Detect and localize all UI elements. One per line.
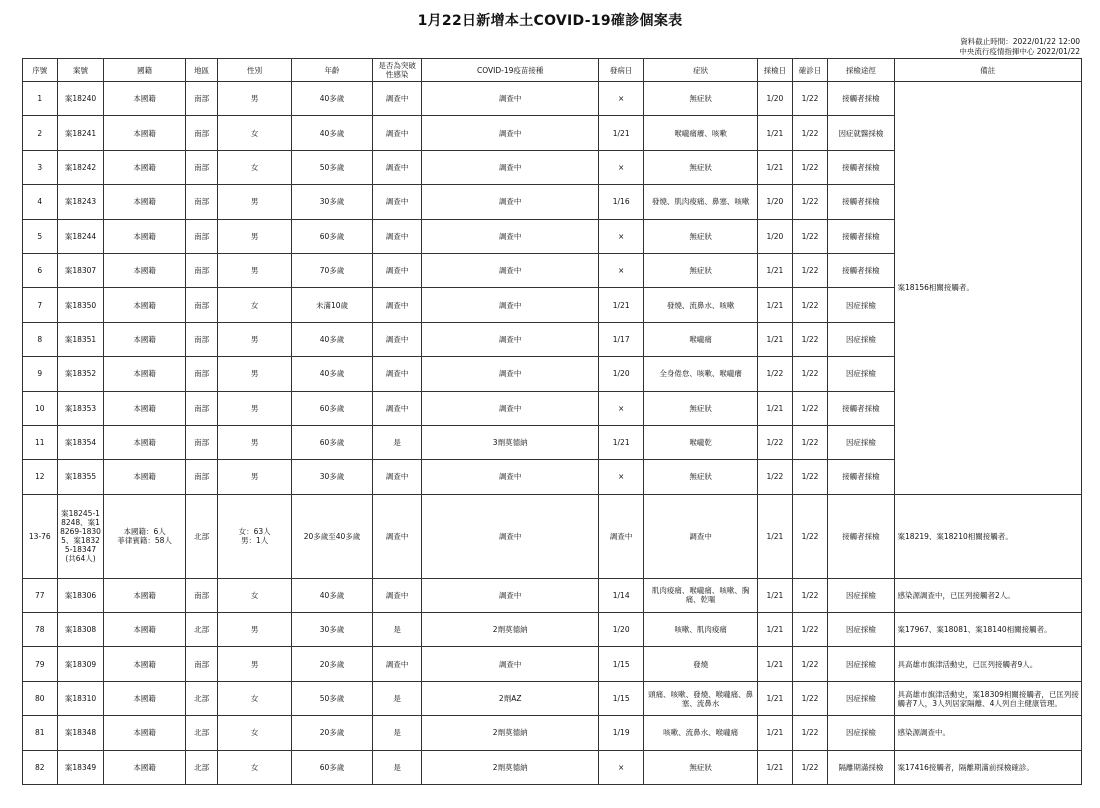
- cell-route: 因症採檢: [828, 288, 894, 322]
- cell-vaccine: 2劑莫德納: [422, 716, 599, 750]
- cell-sex: 男: [218, 647, 291, 681]
- report-meta: [959, 37, 1080, 57]
- cell-age: 60多歲: [291, 219, 372, 253]
- cell-nationality: 本國籍: [104, 150, 185, 184]
- cell-sex: 女: [218, 716, 291, 750]
- cell-sex: 女: [218, 116, 291, 150]
- cell-route: 隔離期滿採檢: [828, 750, 894, 784]
- page-title: 1月22日新增本土COVID-19確診個案表: [417, 13, 683, 29]
- cell-vaccine: 調查中: [422, 116, 599, 150]
- cell-region: 南部: [185, 357, 218, 391]
- cell-onset-date: 1/15: [599, 681, 644, 715]
- table-row: [23, 578, 1082, 612]
- cell-route: 接觸者採檢: [828, 219, 894, 253]
- cell-onset-date: ×: [599, 150, 644, 184]
- cell-route: 接觸者採檢: [828, 391, 894, 425]
- table-row: [23, 613, 1082, 647]
- cell-route: 因症採檢: [828, 357, 894, 391]
- cell-onset-date: ×: [599, 82, 644, 116]
- cell-onset-date: ×: [599, 219, 644, 253]
- cell-route: 接觸者採檢: [828, 82, 894, 116]
- cell-confirm-date: 1/22: [792, 357, 828, 391]
- cell-confirm-date: 1/22: [792, 425, 828, 459]
- cell-seq: 4: [23, 185, 58, 219]
- cell-sex: 女: [218, 150, 291, 184]
- cell-confirm-date: 1/22: [792, 460, 828, 494]
- cell-case-number: 案18240: [57, 82, 104, 116]
- table-row: [23, 716, 1082, 750]
- cell-breakthrough: 調查中: [373, 357, 422, 391]
- cell-symptom: 喉嚨痛癢、咳嗽: [644, 116, 758, 150]
- cell-vaccine: 2劑莫德納: [422, 750, 599, 784]
- cell-breakthrough: 調查中: [373, 82, 422, 116]
- cell-breakthrough: 調查中: [373, 578, 422, 612]
- cell-route: 接觸者採檢: [828, 150, 894, 184]
- cell-case-number: 案18355: [57, 460, 104, 494]
- cell-confirm-date: 1/22: [792, 613, 828, 647]
- cell-onset-date: 1/15: [599, 647, 644, 681]
- cell-sample-date: 1/21: [758, 578, 793, 612]
- table-row: [23, 647, 1082, 681]
- cell-nationality: 本國籍: [104, 425, 185, 459]
- cell-breakthrough: 調查中: [373, 288, 422, 322]
- cell-region: 南部: [185, 116, 218, 150]
- cell-vaccine: 調查中: [422, 578, 599, 612]
- cell-nationality: 本國籍: [104, 288, 185, 322]
- cell-age: 30多歲: [291, 460, 372, 494]
- cell-onset-date: 1/21: [599, 288, 644, 322]
- cell-seq: 82: [23, 750, 58, 784]
- cell-confirm-date: 1/22: [792, 647, 828, 681]
- cell-sample-date: 1/20: [758, 219, 793, 253]
- cell-nationality: 本國籍: [104, 253, 185, 287]
- cell-nationality: 本國籍: [104, 460, 185, 494]
- cell-breakthrough: 調查中: [373, 253, 422, 287]
- cell-confirm-date: 1/22: [792, 716, 828, 750]
- cell-breakthrough: 調查中: [373, 116, 422, 150]
- cell-case-number: 案18352: [57, 357, 104, 391]
- header-breakthrough: 是否為突破性感染: [373, 59, 422, 82]
- cell-age: 60多歲: [291, 425, 372, 459]
- cell-nationality: 本國籍: [104, 219, 185, 253]
- cell-age: 40多歲: [291, 578, 372, 612]
- cell-breakthrough: 調查中: [373, 150, 422, 184]
- cell-sample-date: 1/22: [758, 425, 793, 459]
- cell-age: 50多歲: [291, 681, 372, 715]
- cell-age: 40多歲: [291, 116, 372, 150]
- cell-vaccine: 調查中: [422, 460, 599, 494]
- cell-case-number: 案18306: [57, 578, 104, 612]
- cell-nationality: 本國籍: [104, 116, 185, 150]
- table-row: [23, 494, 1082, 578]
- cell-seq: 5: [23, 219, 58, 253]
- cell-age: 40多歲: [291, 322, 372, 356]
- cell-seq: 3: [23, 150, 58, 184]
- header-age: 年齡: [291, 59, 372, 82]
- cell-confirm-date: 1/22: [792, 150, 828, 184]
- cell-breakthrough: 是: [373, 425, 422, 459]
- cell-nationality: 本國籍: [104, 185, 185, 219]
- cell-nationality: 本國籍: [104, 391, 185, 425]
- cell-age: 20多歲: [291, 716, 372, 750]
- header-symptom: 症狀: [644, 59, 758, 82]
- cell-sex: 男: [218, 219, 291, 253]
- cell-sex: 女: [218, 681, 291, 715]
- cell-age: 70多歲: [291, 253, 372, 287]
- cell-region: 北部: [185, 716, 218, 750]
- cell-sample-date: 1/20: [758, 82, 793, 116]
- cell-case-number: 案18353: [57, 391, 104, 425]
- cell-breakthrough: 是: [373, 613, 422, 647]
- cell-nationality: 本國籍: [104, 681, 185, 715]
- cell-sample-date: 1/21: [758, 716, 793, 750]
- header-remark: 備註: [894, 59, 1081, 82]
- cell-vaccine: 調查中: [422, 647, 599, 681]
- cell-route: 因症採檢: [828, 425, 894, 459]
- cell-case-number: 案18309: [57, 647, 104, 681]
- cell-confirm-date: 1/22: [792, 116, 828, 150]
- cell-case-number: 案18242: [57, 150, 104, 184]
- cell-onset-date: ×: [599, 750, 644, 784]
- table-row: [23, 681, 1082, 715]
- cell-region: 南部: [185, 253, 218, 287]
- cell-symptom: 無症狀: [644, 82, 758, 116]
- cell-vaccine: 3劑莫德納: [422, 425, 599, 459]
- cell-sample-date: 1/21: [758, 613, 793, 647]
- cell-symptom: 無症狀: [644, 253, 758, 287]
- header-region: 地區: [185, 59, 218, 82]
- cell-vaccine: 調查中: [422, 185, 599, 219]
- cell-seq: 11: [23, 425, 58, 459]
- cell-nationality: 本國籍: [104, 613, 185, 647]
- cell-route: 因症採檢: [828, 716, 894, 750]
- cell-confirm-date: 1/22: [792, 253, 828, 287]
- cell-sex: 男: [218, 322, 291, 356]
- cell-region: 北部: [185, 681, 218, 715]
- cell-sex: 女：63人 男：1人: [218, 494, 291, 578]
- cell-vaccine: 2劑AZ: [422, 681, 599, 715]
- header-vaccine: COVID-19疫苗接種: [422, 59, 599, 82]
- header-seq: 序號: [23, 59, 58, 82]
- cell-route: 因症採檢: [828, 647, 894, 681]
- cell-nationality: 本國籍: [104, 82, 185, 116]
- cell-case-number: 案18245-18248、案18269-18305、案18325-18347 (共64人): [57, 494, 104, 578]
- cell-onset-date: 1/17: [599, 322, 644, 356]
- cell-sample-date: 1/21: [758, 391, 793, 425]
- cell-sample-date: 1/22: [758, 357, 793, 391]
- cell-symptom: 無症狀: [644, 391, 758, 425]
- cell-breakthrough: 調查中: [373, 494, 422, 578]
- cell-sample-date: 1/21: [758, 681, 793, 715]
- cell-onset-date: 1/14: [599, 578, 644, 612]
- cell-onset-date: 調查中: [599, 494, 644, 578]
- cell-vaccine: 調查中: [422, 494, 599, 578]
- cell-region: 南部: [185, 185, 218, 219]
- cell-breakthrough: 調查中: [373, 219, 422, 253]
- cell-case-number: 案18244: [57, 219, 104, 253]
- cell-case-number: 案18349: [57, 750, 104, 784]
- cell-sex: 女: [218, 288, 291, 322]
- cell-sample-date: 1/21: [758, 253, 793, 287]
- cell-nationality: 本國籍：6人 菲律賓籍：58人: [104, 494, 185, 578]
- cell-region: 南部: [185, 391, 218, 425]
- cell-nationality: 本國籍: [104, 357, 185, 391]
- header-case: 案號: [57, 59, 104, 82]
- cell-onset-date: 1/20: [599, 613, 644, 647]
- cell-region: 南部: [185, 322, 218, 356]
- cell-onset-date: 1/21: [599, 425, 644, 459]
- cell-symptom: 無症狀: [644, 460, 758, 494]
- cell-nationality: 本國籍: [104, 578, 185, 612]
- cell-vaccine: 調查中: [422, 391, 599, 425]
- cell-region: 南部: [185, 425, 218, 459]
- cell-seq: 8: [23, 322, 58, 356]
- table-body: [23, 82, 1082, 785]
- cell-symptom: 無症狀: [644, 219, 758, 253]
- cell-seq: 7: [23, 288, 58, 322]
- cell-sample-date: 1/21: [758, 288, 793, 322]
- cell-remark: 感染源調查中，已匡列接觸者2人。: [894, 578, 1081, 612]
- cell-breakthrough: 是: [373, 750, 422, 784]
- cell-confirm-date: 1/22: [792, 82, 828, 116]
- cell-seq: 1: [23, 82, 58, 116]
- cell-sample-date: 1/21: [758, 116, 793, 150]
- cell-age: 40多歲: [291, 357, 372, 391]
- cell-nationality: 本國籍: [104, 647, 185, 681]
- cell-vaccine: 調查中: [422, 322, 599, 356]
- cell-symptom: 無症狀: [644, 750, 758, 784]
- cell-case-number: 案18351: [57, 322, 104, 356]
- cell-confirm-date: 1/22: [792, 185, 828, 219]
- cell-symptom: 發燒: [644, 647, 758, 681]
- cell-symptom: 肌肉痠痛、喉嚨痛、咳嗽、胸痛、乾嘔: [644, 578, 758, 612]
- cell-remark: 感染源調查中。: [894, 716, 1081, 750]
- cell-onset-date: ×: [599, 391, 644, 425]
- issuer-date: 中央流行疫情指揮中心 2022/01/22: [959, 47, 1080, 56]
- cell-route: 接觸者採檢: [828, 460, 894, 494]
- cell-region: 南部: [185, 288, 218, 322]
- cell-case-number: 案18354: [57, 425, 104, 459]
- cell-remark: 案17416接觸者，隔離期滿前採檢確診。: [894, 750, 1081, 784]
- cell-vaccine: 調查中: [422, 288, 599, 322]
- cell-onset-date: ×: [599, 253, 644, 287]
- cell-breakthrough: 是: [373, 681, 422, 715]
- cell-age: 20多歲: [291, 647, 372, 681]
- cell-breakthrough: 調查中: [373, 460, 422, 494]
- cell-onset-date: 1/16: [599, 185, 644, 219]
- cell-sex: 男: [218, 185, 291, 219]
- cell-sex: 男: [218, 357, 291, 391]
- header-nationality: 國籍: [104, 59, 185, 82]
- cell-sex: 男: [218, 391, 291, 425]
- cell-age: 30多歲: [291, 613, 372, 647]
- cell-case-number: 案18308: [57, 613, 104, 647]
- cell-vaccine: 調查中: [422, 82, 599, 116]
- cell-route: 因症採檢: [828, 613, 894, 647]
- cell-case-number: 案18241: [57, 116, 104, 150]
- cell-age: 未滿10歲: [291, 288, 372, 322]
- cell-confirm-date: 1/22: [792, 391, 828, 425]
- cell-sample-date: 1/21: [758, 150, 793, 184]
- cell-vaccine: 調查中: [422, 219, 599, 253]
- table-row: [23, 82, 1082, 116]
- cell-remark: 案18219、案18210相關接觸者。: [894, 494, 1081, 578]
- cell-remark: 案17967、案18081、案18140相關接觸者。: [894, 613, 1081, 647]
- cell-nationality: 本國籍: [104, 716, 185, 750]
- cell-sample-date: 1/21: [758, 750, 793, 784]
- cell-route: 因症採檢: [828, 322, 894, 356]
- cell-seq: 12: [23, 460, 58, 494]
- cell-region: 南部: [185, 647, 218, 681]
- cell-remark: 具高雄市旗津活動史，已匡列接觸者9人。: [894, 647, 1081, 681]
- cell-region: 北部: [185, 613, 218, 647]
- cell-breakthrough: 調查中: [373, 647, 422, 681]
- cell-seq: 6: [23, 253, 58, 287]
- cell-confirm-date: 1/22: [792, 681, 828, 715]
- cell-route: 接觸者採檢: [828, 253, 894, 287]
- cell-sex: 男: [218, 82, 291, 116]
- cell-symptom: 調查中: [644, 494, 758, 578]
- cell-symptom: 頭痛、咳嗽、發燒、喉嚨痛、鼻塞、流鼻水: [644, 681, 758, 715]
- cell-confirm-date: 1/22: [792, 322, 828, 356]
- cell-sample-date: 1/21: [758, 494, 793, 578]
- cell-route: 因症採檢: [828, 681, 894, 715]
- header-onset: 發病日: [599, 59, 644, 82]
- cell-symptom: 咳嗽、流鼻水、喉嚨痛: [644, 716, 758, 750]
- cell-route: 接觸者採檢: [828, 494, 894, 578]
- data-cutoff-time: 資料截止時間：2022/01/22 12:00: [960, 37, 1080, 46]
- cell-confirm-date: 1/22: [792, 750, 828, 784]
- header-route: 採檢途徑: [828, 59, 894, 82]
- cell-age: 60多歲: [291, 750, 372, 784]
- header-confirm-date: 確診日: [792, 59, 828, 82]
- cell-sex: 男: [218, 253, 291, 287]
- cell-breakthrough: 調查中: [373, 322, 422, 356]
- cell-region: 北部: [185, 750, 218, 784]
- cell-onset-date: ×: [599, 460, 644, 494]
- cell-age: 40多歲: [291, 82, 372, 116]
- cell-seq: 81: [23, 716, 58, 750]
- cell-vaccine: 調查中: [422, 150, 599, 184]
- cell-sex: 女: [218, 750, 291, 784]
- cell-nationality: 本國籍: [104, 750, 185, 784]
- header-row: [23, 59, 1082, 82]
- cell-route: 接觸者採檢: [828, 185, 894, 219]
- cell-route: 因症採檢: [828, 578, 894, 612]
- cell-seq: 13-76: [23, 494, 58, 578]
- cell-seq: 2: [23, 116, 58, 150]
- cell-vaccine: 2劑莫德納: [422, 613, 599, 647]
- cell-remark-merged: 案18156相關接觸者。: [894, 82, 1081, 495]
- cell-case-number: 案18307: [57, 253, 104, 287]
- cell-onset-date: 1/19: [599, 716, 644, 750]
- cell-onset-date: 1/21: [599, 116, 644, 150]
- cell-seq: 80: [23, 681, 58, 715]
- cell-sex: 女: [218, 578, 291, 612]
- cell-seq: 79: [23, 647, 58, 681]
- cell-sample-date: 1/21: [758, 647, 793, 681]
- cell-vaccine: 調查中: [422, 253, 599, 287]
- cell-symptom: 喉嚨痛: [644, 322, 758, 356]
- cell-sex: 男: [218, 613, 291, 647]
- cell-route: 因症就醫採檢: [828, 116, 894, 150]
- cell-case-number: 案18310: [57, 681, 104, 715]
- cell-vaccine: 調查中: [422, 357, 599, 391]
- cell-region: 北部: [185, 494, 218, 578]
- cell-region: 南部: [185, 150, 218, 184]
- cell-confirm-date: 1/22: [792, 494, 828, 578]
- cell-sample-date: 1/21: [758, 322, 793, 356]
- table-row: [23, 750, 1082, 784]
- header-sample-date: 採檢日: [758, 59, 793, 82]
- cell-age: 50多歲: [291, 150, 372, 184]
- cell-confirm-date: 1/22: [792, 578, 828, 612]
- cell-confirm-date: 1/22: [792, 219, 828, 253]
- cell-seq: 78: [23, 613, 58, 647]
- cell-breakthrough: 是: [373, 716, 422, 750]
- cell-breakthrough: 調查中: [373, 391, 422, 425]
- cell-symptom: 發燒、流鼻水、咳嗽: [644, 288, 758, 322]
- cell-age: 60多歲: [291, 391, 372, 425]
- cell-sex: 男: [218, 460, 291, 494]
- cell-seq: 10: [23, 391, 58, 425]
- cell-breakthrough: 調查中: [373, 185, 422, 219]
- cell-symptom: 咳嗽、肌肉痠痛: [644, 613, 758, 647]
- cell-case-number: 案18348: [57, 716, 104, 750]
- cell-symptom: 全身倦怠、咳嗽、喉嚨癢: [644, 357, 758, 391]
- cell-confirm-date: 1/22: [792, 288, 828, 322]
- cell-age: 30多歲: [291, 185, 372, 219]
- cell-sample-date: 1/20: [758, 185, 793, 219]
- cell-region: 南部: [185, 460, 218, 494]
- cell-symptom: 無症狀: [644, 150, 758, 184]
- cell-symptom: 喉嚨乾: [644, 425, 758, 459]
- cell-nationality: 本國籍: [104, 322, 185, 356]
- cell-age: 20多歲至40多歲: [291, 494, 372, 578]
- header-sex: 性別: [218, 59, 291, 82]
- case-table: [22, 58, 1082, 785]
- cell-region: 南部: [185, 219, 218, 253]
- cell-seq: 77: [23, 578, 58, 612]
- cell-case-number: 案18350: [57, 288, 104, 322]
- cell-symptom: 發燒、肌肉痠痛、鼻塞、咳嗽: [644, 185, 758, 219]
- cell-remark: 具高雄市旗津活動史，案18309相關接觸者，已匡列接觸者7人，3人列居家隔離、4人列自主健康管理。: [894, 681, 1081, 715]
- cell-case-number: 案18243: [57, 185, 104, 219]
- cell-seq: 9: [23, 357, 58, 391]
- cell-sample-date: 1/22: [758, 460, 793, 494]
- cell-sex: 男: [218, 425, 291, 459]
- cell-region: 南部: [185, 578, 218, 612]
- cell-onset-date: 1/20: [599, 357, 644, 391]
- cell-region: 南部: [185, 82, 218, 116]
